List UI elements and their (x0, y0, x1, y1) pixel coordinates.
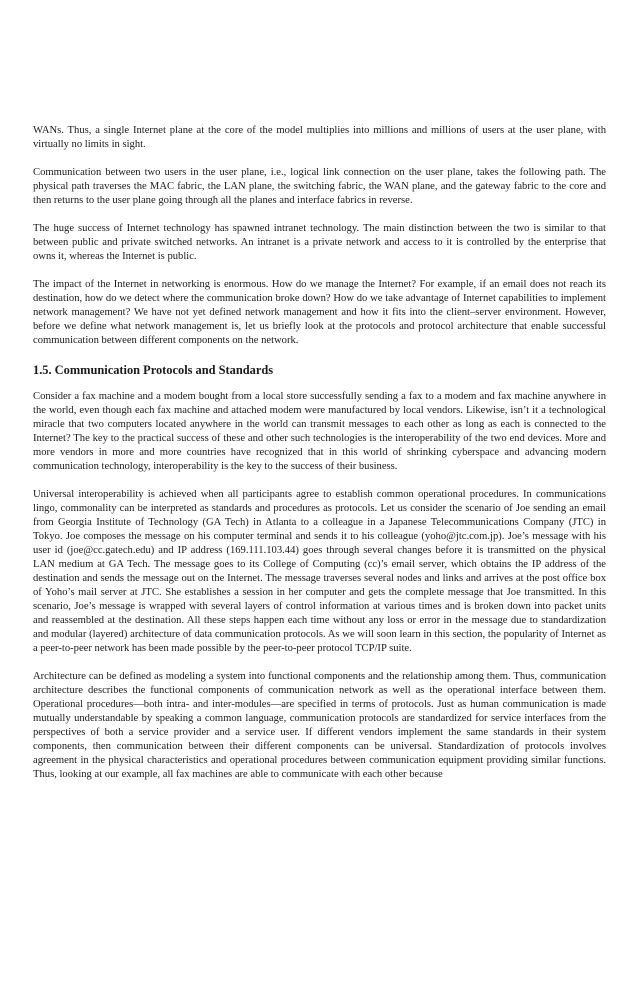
body-paragraph: Universal interoperability is achieved when all participants agree to establish common operational procedures. In communications lingo, commonality can be interpreted as standards and procedures as protocols. Let us consider the scenario of Joe sending an email from Georgia Institute of Technology (GA Tech) in Atlanta to a colleague in a Japanese Telecommunications Company (JTC) in Tokyo. Joe composes the message on his computer terminal and sends it to his colleague (yoho@jtc.com.jp). Joe’s message with his user id (joe@cc.gatech.edu) and IP address (169.111.103.44) goes through several changes before it is transmitted on the physical LAN medium at GA Tech. The message goes to its College of Computing (cc)’s email server, which obtains the IP address of the destination and sends the message out on the Internet. The message traverses several nodes and links and arrives at the post office box of Yoho’s mail server at JTC. She establishes a session in her computer and gets the complete message that Joe transmitted. In this scenario, Joe’s message is wrapped with several layers of control information at various times and is broken down into packet units and reassembled at the destination. All these steps happen each time without any loss or error in the message due to standardization and modular (layered) architecture of data communication protocols. As we will soon learn in this section, the popularity of Internet as a peer-to-peer network has been made possible by the peer-to-peer protocol TCP/IP suite. (33, 489, 606, 654)
document-page (33, 124, 606, 796)
body-paragraph: Architecture can be defined as modeling a system into functional components and the relationship among them. Thus, communication architecture describes the functional components of communication network as well as the operational interface between them. Operational procedures—both intra- and inter-modules—are specified in terms of protocols. Just as human communication is made mutually understandable by speaking a common language, communication protocols are standardized for service interfaces from the perspectives of both a service provider and a service user. If different vendors implement the same standards in their system components, then communication between their different components can be universal. Standardization of protocols involves agreement in the physical characteristics and operational procedures between communication equipment providing similar functions. Thus, looking at our example, all fax machines are able to communicate with each other because (33, 671, 606, 780)
body-paragraph: WANs. Thus, a single Internet plane at the core of the model multiplies into millions and millions of users at the user plane, with virtually no limits in sight. (33, 125, 606, 150)
body-paragraph: Consider a fax machine and a modem bought from a local store successfully sending a fax to a modem and fax machine anywhere in the world, even though each fax machine and attached modem were manufactured by local vendors. Likewise, isn’t it a technological miracle that two computers located anywhere in the world can transmit messages to each other as long as each is connected to the Internet? The key to the practical success of these and other such technologies is the interoperability of the two end devices. More and more vendors in more and more countries have recognized that in this world of shrinking cyberspace and advancing modern communication technology, interoperability is the key to the success of their business. (33, 391, 606, 472)
body-paragraph: The huge success of Internet technology has spawned intranet technology. The main distinction between the two is similar to that between public and private switched networks. An intranet is a private network and access to it is controlled by the enterprise that owns it, whereas the Internet is public. (33, 223, 606, 262)
body-paragraph: Communication between two users in the user plane, i.e., logical link connection on the user plane, takes the following path. The physical path traverses the MAC fabric, the LAN plane, the switching fabric, the WAN plane, and the gateway fabric to the core and then returns to the user plane going through all the planes and interface fabrics in reverse. (33, 167, 606, 206)
body-paragraph: The impact of the Internet in networking is enormous. How do we manage the Internet? For example, if an email does not reach its destination, how do we detect where the communication broke down? How do we take advantage of Internet capabilities to implement network management? We have not yet defined network management and how it fits into the client–server environment. However, before we define what network management is, let us briefly look at the protocols and protocol architecture that enable successful communication between different components on the network. (33, 279, 606, 346)
section-heading: 1.5. Communication Protocols and Standards (33, 363, 274, 377)
